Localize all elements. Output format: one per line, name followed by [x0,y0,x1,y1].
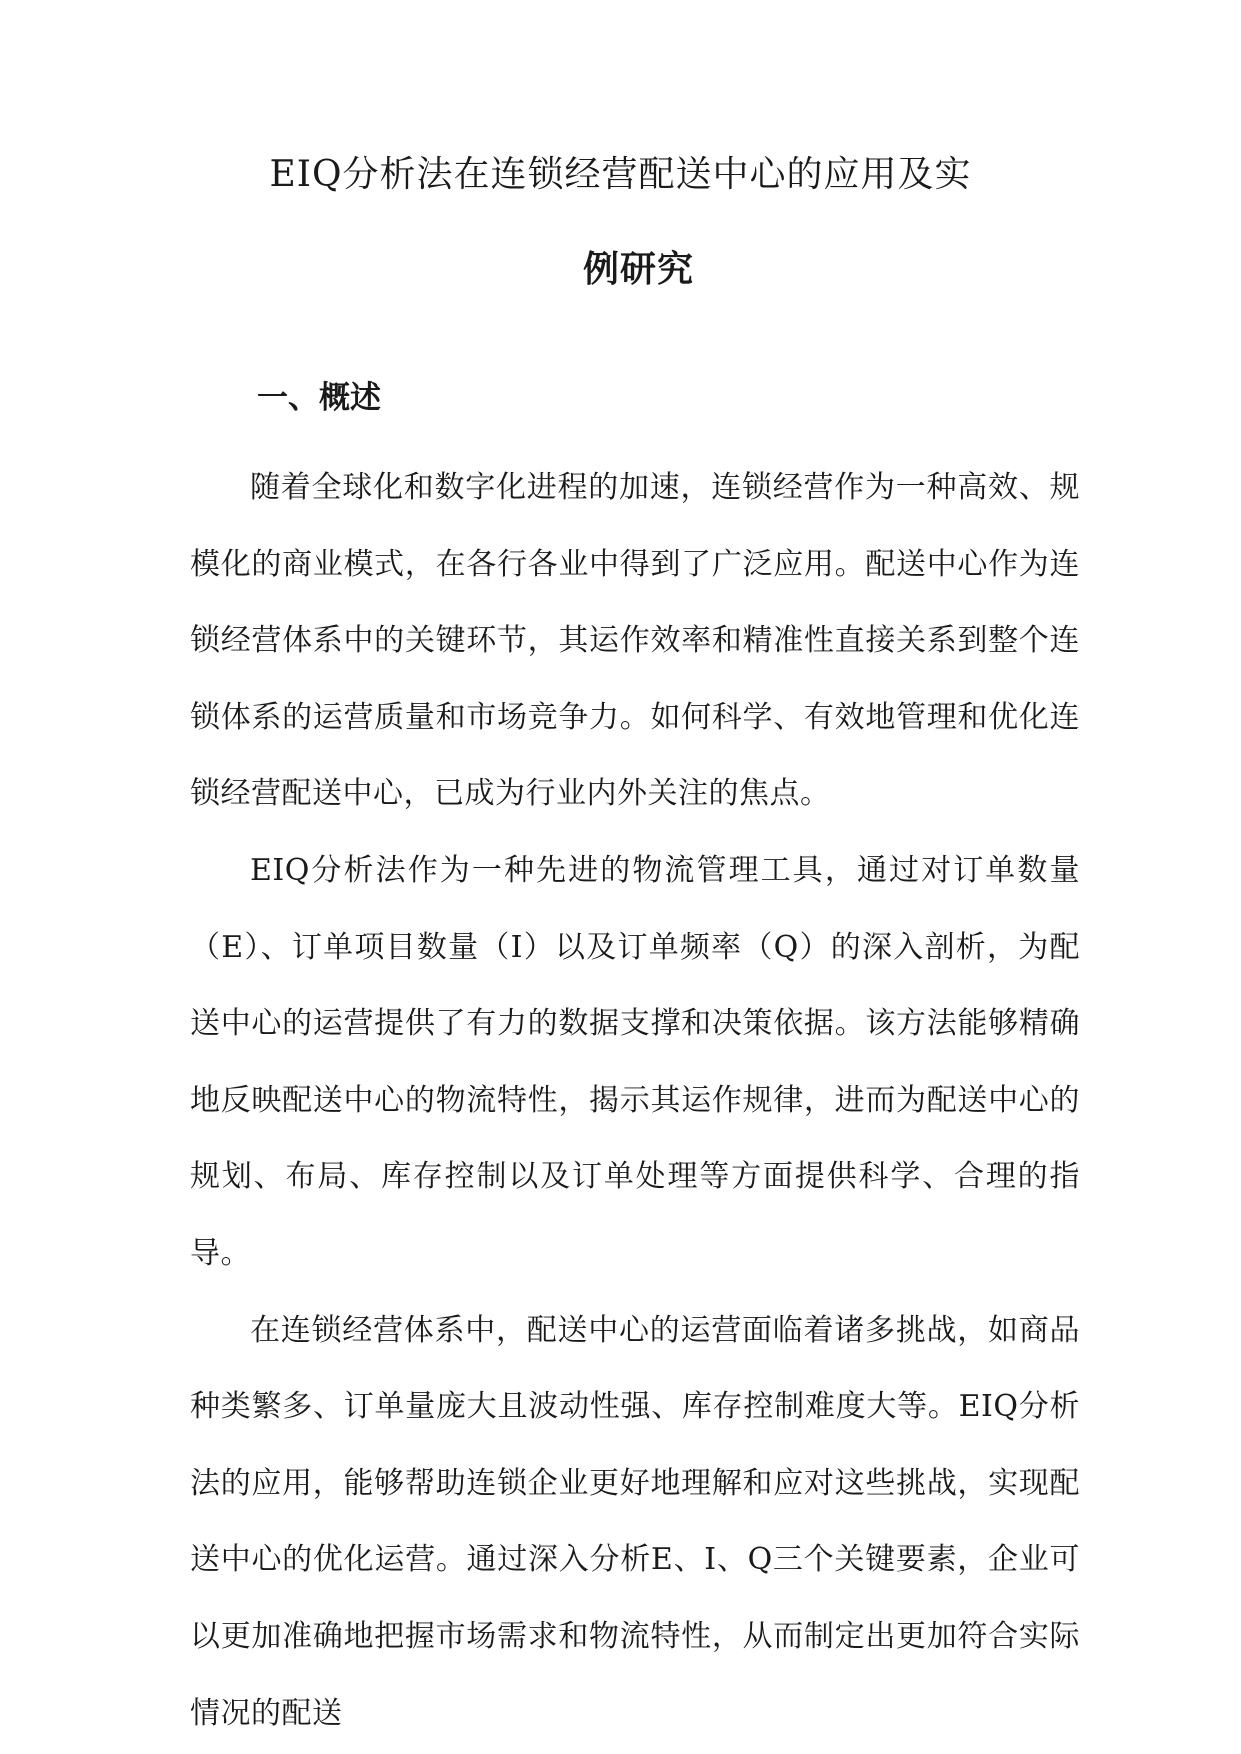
section-heading: 一、概述 [257,380,381,416]
paragraph-2: EIQ分析法作为一种先进的物流管理工具，通过对订单数量（E）、订单项目数量（I）以及订单频率（Q）的深入剖析，为配送中心的运营提供了有力的数据支撑和决策依据。该方法能够精确地反映配送中心的物流特性，揭示其运作规律，进而为配送中心的规划、布局、库存控制以及订单处理等方面提供科学、合理的指导。 [190,852,1080,1271]
body-text [190,450,1080,1752]
paragraph-1: 随着全球化和数字化进程的加速，连锁经营作为一种高效、规模化的商业模式，在各行各业中得到了广泛应用。配送中心作为连锁经营体系中的关键环节，其运作效率和精准性直接关系到整个连锁体系的运营质量和市场竞争力。如何科学、有效地管理和优化连锁经营配送中心，已成为行业内外关注的焦点。 [190,470,1080,812]
document-title-line-1: EIQ分析法在连锁经营配送中心的应用及实 [269,154,972,195]
paragraph-3: 在连锁经营体系中，配送中心的运营面临着诸多挑战，如商品种类繁多、订单量庞大且波动性强、库存控制难度大等。EIQ分析法的应用，能够帮助连锁企业更好地理解和应对这些挑战，实现配送中心的优化运营。通过深入分析E、I、Q三个关键要素，企业可以更加准确地把握市场需求和物流特性，从而制定出更加符合实际情况的配送 [190,1312,1080,1731]
document-title-line-2: 例研究 [582,248,694,290]
